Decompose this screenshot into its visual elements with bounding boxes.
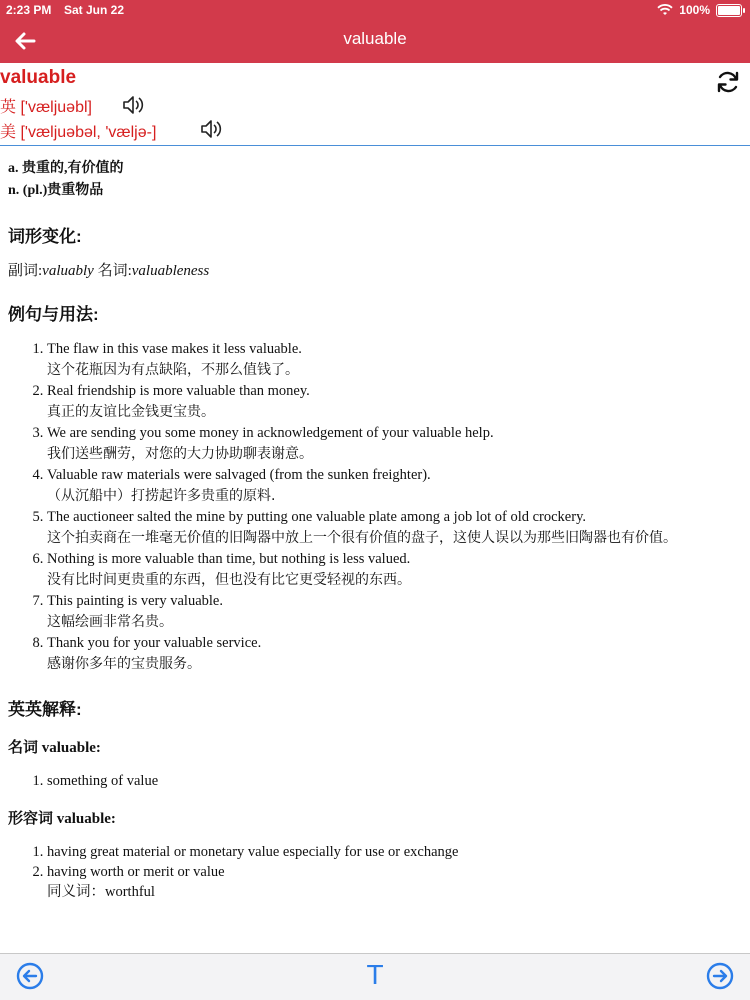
examples-list [8,339,742,675]
status-date: Sat Jun 22 [64,3,125,17]
list-item: 1. having great material or monetary value especially for use or exchange [47,842,742,862]
noun-sense-heading: 名词 valuable: [8,740,101,756]
noun-senses-list [8,771,742,791]
list-item [47,339,742,381]
definition-adj: a. 贵重的,有价值的 [8,161,124,176]
word-header [0,63,750,146]
arrow-circle-left-icon[interactable] [15,961,45,991]
example-en: Thank you for your valuable service. [47,635,262,651]
word-forms [8,259,742,280]
definition-noun: n. (pl.)贵重物品 [8,183,104,198]
arrow-circle-right-icon[interactable] [705,961,735,991]
example-en: Nothing is more valuable than time, but nothing is less valued. [47,551,411,567]
sense-text: having worth or merit or value [47,864,225,880]
adj-sense-heading: 形容词 valuable: [8,811,116,827]
speaker-uk-icon[interactable] [122,94,146,116]
adverb-form: valuably [42,263,94,279]
definitions [8,158,742,202]
noun-label: 名词: [97,263,132,279]
example-en: The auctioneer salted the mine by putting one valuable plate among a job lot of old crockery. [47,509,587,525]
example-zh: 感谢你多年的宝贵服务。 [47,656,201,672]
list-item [47,507,742,549]
examples-heading: 例句与用法: [8,305,99,324]
list-item [47,591,742,633]
example-zh: 这幅绘画非常名贵。 [47,614,173,630]
refresh-icon[interactable] [714,68,742,96]
list-item [47,465,742,507]
page-title: valuable [343,29,407,48]
list-item [47,423,742,465]
list-item [47,381,742,423]
battery-percent: 100% [679,3,710,17]
status-time: 2:23 PM [6,3,52,17]
synonym-line: 同义词：worthful [47,884,155,900]
example-zh: 没有比时间更贵重的东西，但也没有比它更受轻视的东西。 [47,572,411,588]
noun-form: valuableness [131,263,210,279]
headword: valuable [0,67,77,88]
example-zh: 这个拍卖商在一堆毫无价值的旧陶器中放上一个很有价值的盘子，这使人误以为那些旧陶器也有价值。 [47,530,677,546]
speaker-us-icon[interactable] [200,118,224,140]
example-en: Valuable raw materials were salvaged (from the sunken freighter). [47,467,431,483]
list-item [47,549,742,591]
example-zh: 我们送些酬劳，对您的大力协助聊表谢意。 [47,446,313,462]
example-en: Real friendship is more valuable than money. [47,383,310,399]
font-size-button[interactable]: T [366,959,384,990]
forms-heading: 词形变化: [8,227,82,246]
example-en: The flaw in this vase makes it less valuable. [47,341,302,357]
status-right [657,3,742,17]
pronunciation-uk: 英 ['væljuəbl] [0,99,92,116]
example-zh: 真正的友谊比金钱更宝贵。 [47,404,215,420]
wifi-icon [657,4,673,16]
bottom-toolbar [0,953,750,1000]
example-zh: （从沉船中）打捞起许多贵重的原料. [47,488,276,504]
example-en: This painting is very valuable. [47,593,223,609]
pronunciation-us: 美 ['væljuəbəl, 'væljə-] [0,124,157,141]
battery-icon [716,4,742,17]
english-heading: 英英解释: [8,700,82,719]
example-en: We are sending you some money in acknowledgement of your valuable help. [47,425,494,441]
example-zh: 这个花瓶因为有点缺陷，不那么值钱了。 [47,362,299,378]
list-item: 1. something of value [47,771,742,791]
app-header [0,0,750,63]
adj-senses-list [8,842,742,902]
adverb-label: 副词: [8,263,43,279]
list-item [47,862,742,902]
status-bar [0,0,750,20]
entry-content[interactable] [0,146,750,954]
list-item [47,633,742,675]
navigation-bar [0,20,750,63]
